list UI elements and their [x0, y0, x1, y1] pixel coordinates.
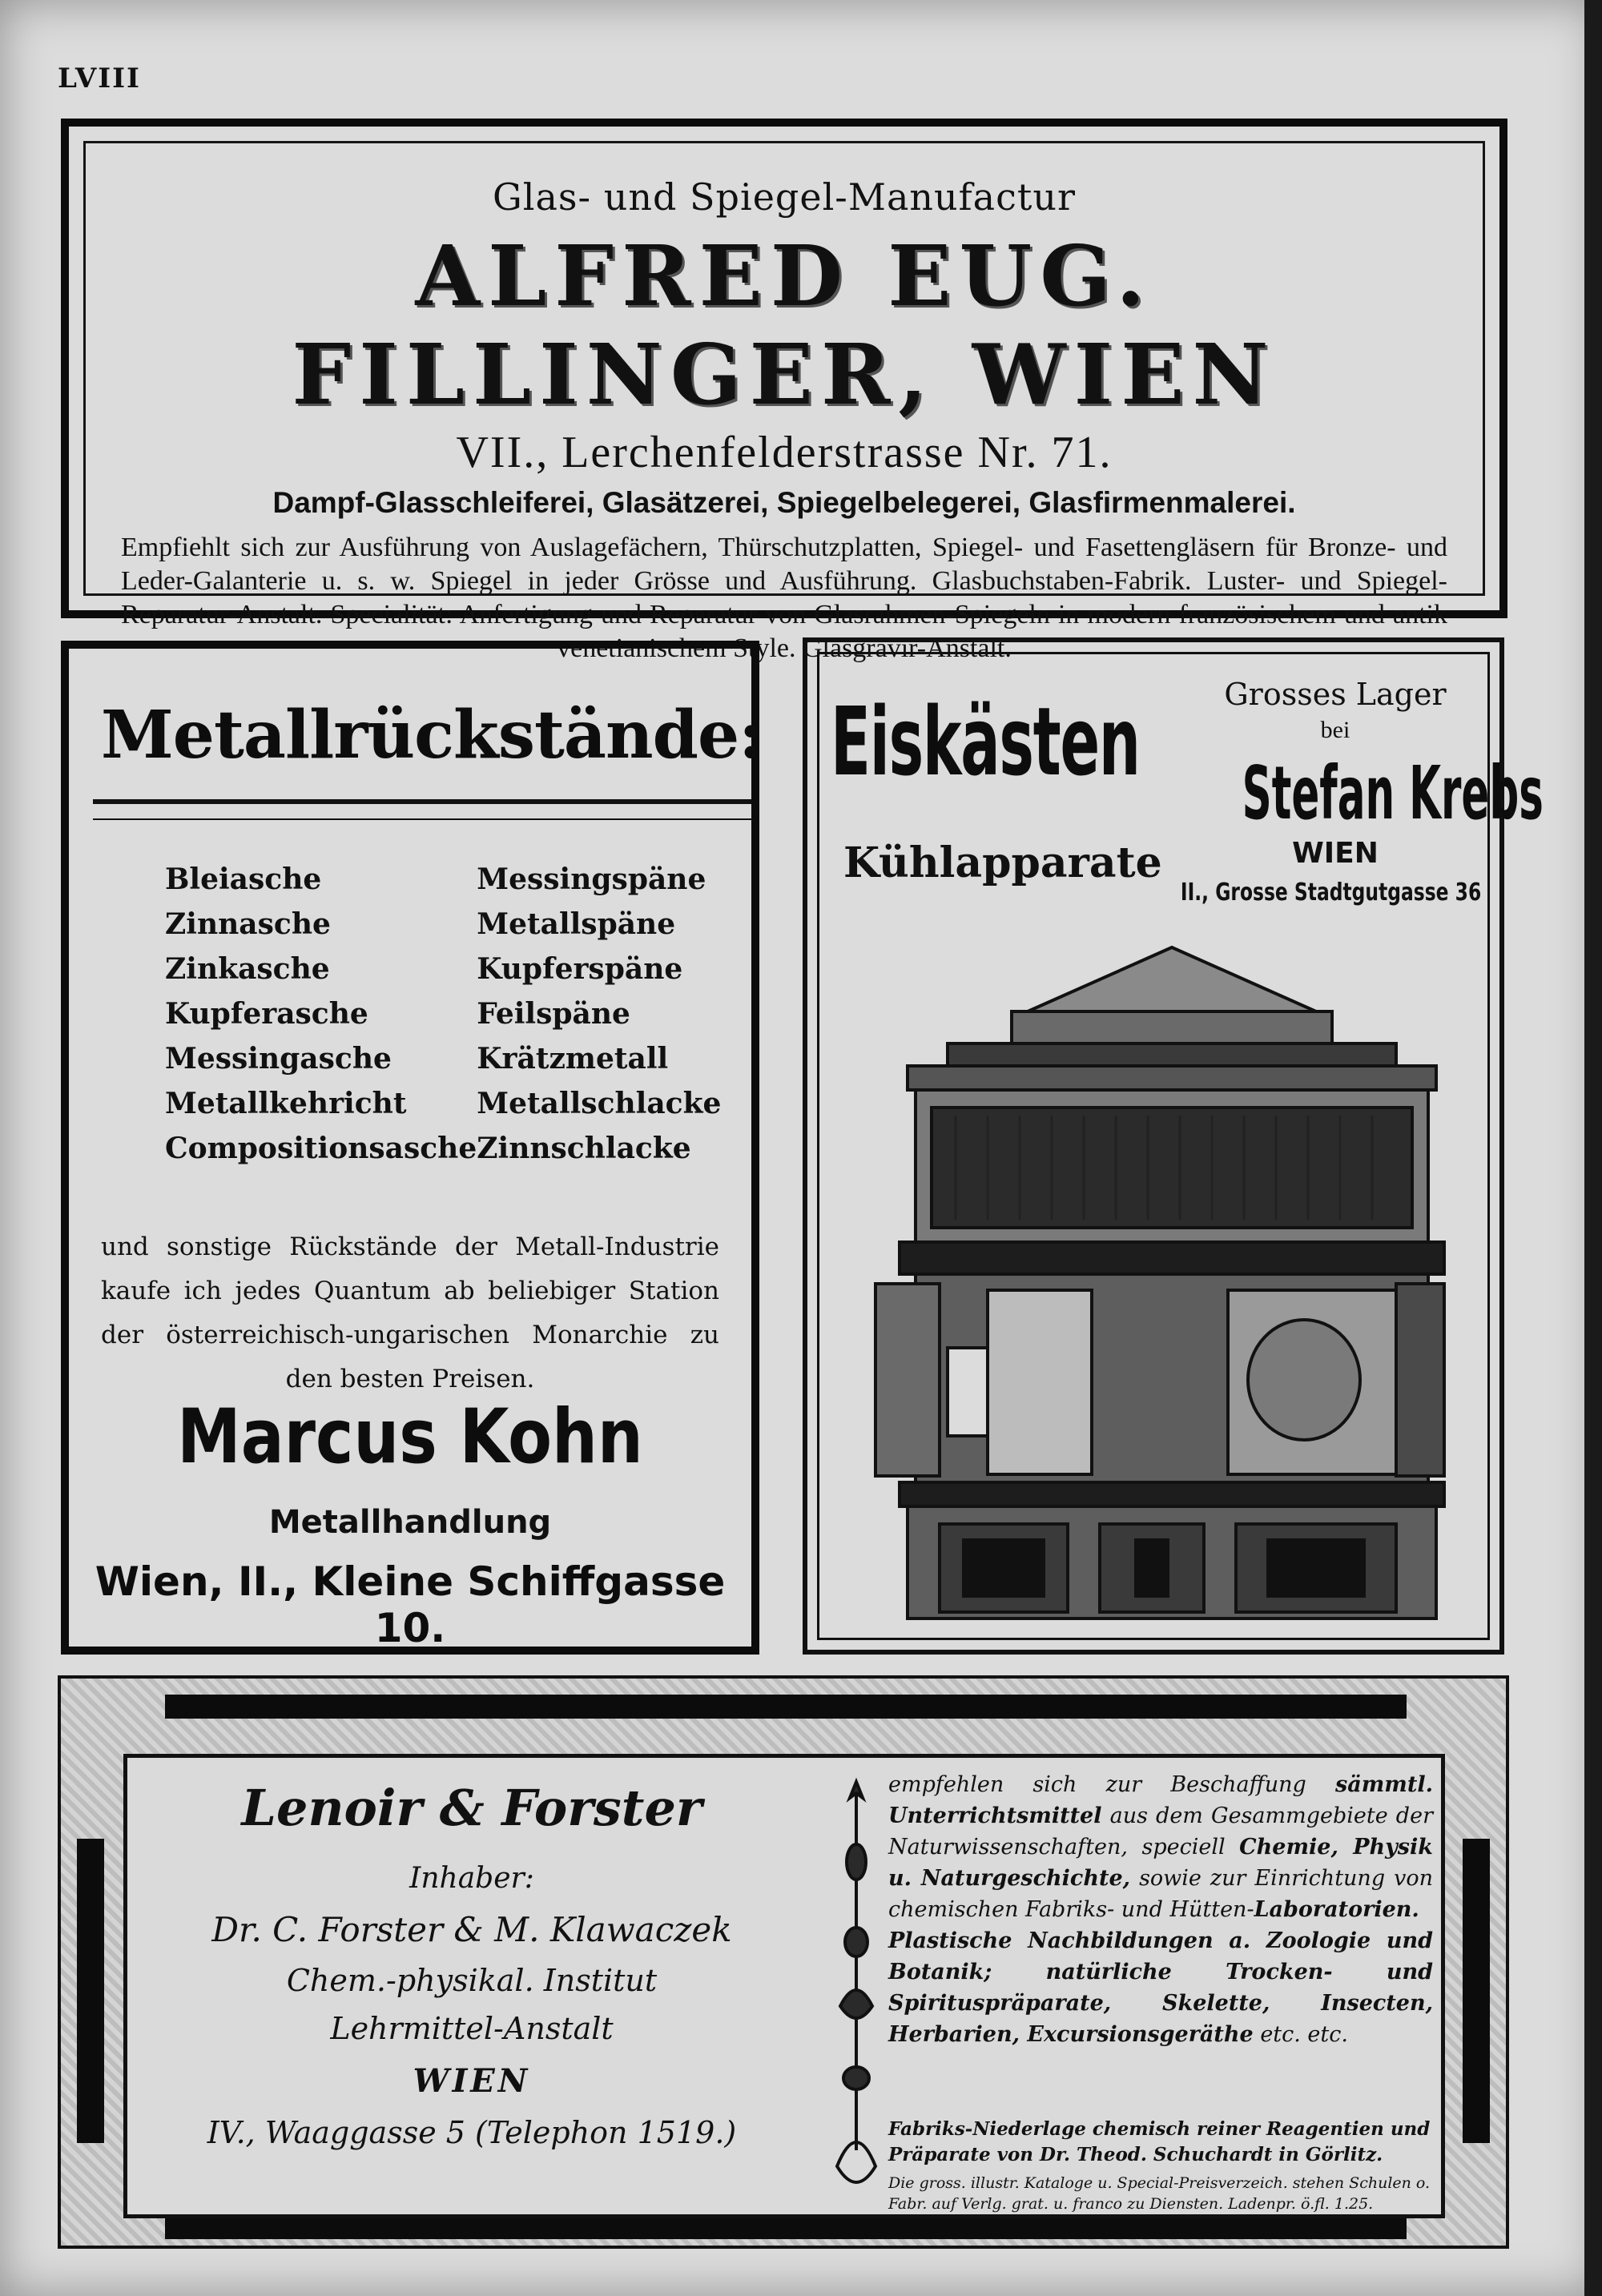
lenoir-body-4: Chemie, Physik u. Naturgeschichte, — [888, 1835, 1433, 1891]
lenoir-body-2: sämmtl. Unterrichtsmittel — [888, 1772, 1433, 1828]
list-item: Metallspäne — [477, 907, 676, 941]
list-item: Zinnasche — [165, 907, 331, 941]
lenoir-right-column — [888, 1769, 1433, 2050]
lenoir-body-3: aus dem Gesammgebiete der Naturwissenschaften, speciell — [888, 1803, 1433, 1860]
icebox-cabinet-illustration — [851, 931, 1492, 1628]
ad-kohn — [61, 641, 763, 1655]
krebs-bei: bei — [1320, 717, 1350, 743]
lenoir-anstalt: Lehrmittel-Anstalt — [330, 2011, 614, 2046]
lenoir-inhaber: Inhaber: — [409, 1862, 534, 1895]
lenoir-body-8: etc. etc. — [1260, 2022, 1348, 2047]
kohn-materials-list — [165, 857, 722, 1171]
ad-lenoir-forster — [58, 1675, 1509, 2249]
lenoir-small-print: Fabriks-Niederlage chemisch reiner Reagentien und Präparate von Dr. Theod. Schuchardt in Görlitz. — [888, 2118, 1431, 2165]
lenoir-owners: Dr. C. Forster & M. Klawaczek — [211, 1910, 732, 1949]
fillinger-subtitle: Glas- und Spiegel-Manufactur — [493, 175, 1076, 219]
kohn-heading-rule — [93, 799, 751, 804]
lenoir-body-1: empfehlen sich zur Beschaffung — [888, 1772, 1306, 1797]
lenoir-body-6: Laboratorien. — [1254, 1897, 1419, 1922]
lenoir-firm-name: Lenoir & Forster — [241, 1779, 702, 1837]
list-item: Zinkasche — [165, 952, 330, 986]
list-item: Messingspäne — [477, 863, 706, 896]
krebs-city: WIEN — [1292, 837, 1379, 870]
krebs-firm-name: Stefan Krebs — [1242, 750, 1544, 836]
ad-fillinger-inner-frame — [83, 141, 1485, 663]
ad-fillinger — [61, 119, 1507, 663]
lenoir-top-bar — [165, 1695, 1407, 1719]
kohn-heading: Metallrückstände: — [101, 697, 763, 774]
kohn-heading-rule-thin — [93, 818, 751, 820]
list-item: Feilspäne — [477, 997, 630, 1031]
lenoir-body-7: Plastische Nachbildungen a. Zoologie und Botanik; natürliche Trocken- und Spirituspräparate, Skelette, Insecten, Herbarien, Excursionsgeräthe — [888, 1928, 1433, 2047]
krebs-street: II., Grosse Stadtgutgasse 36 — [1180, 879, 1481, 907]
lenoir-left-bar — [77, 1839, 104, 2143]
lenoir-tiny-print: Die gross. illustr. Kataloge u. Special-Preisverzeich. stehen Schulen o. Fabr. auf Verlg. grat. u. franco zu Diensten. Ladenpr. ö.fl. 1.25. — [888, 2174, 1431, 2213]
list-item: Bleiasche — [165, 863, 322, 896]
lenoir-bottom-bar — [165, 2218, 1407, 2239]
list-item: Zinnschlacke — [477, 1132, 691, 1165]
floral-ornament-divider — [832, 1766, 880, 2214]
lenoir-panel — [123, 1754, 1445, 2218]
list-item: Metallkehricht — [165, 1087, 407, 1120]
kohn-trade: Metallhandlung — [268, 1504, 552, 1541]
list-item: Compositionsasche — [165, 1132, 477, 1165]
lenoir-body-5: sowie zur Einrichtung von chemischen Fabriks- und Hütten- — [888, 1866, 1434, 1922]
list-item: Krätzmetall — [477, 1042, 669, 1076]
kohn-address: Wien, II., Kleine Schiffgasse 10. — [95, 1558, 726, 1651]
fillinger-address: VII., Lerchenfelderstrasse Nr. 71. — [456, 428, 1113, 477]
lenoir-city: WIEN — [413, 2062, 531, 2100]
list-item: Metallschlacke — [477, 1087, 722, 1120]
book-spine-edge — [1584, 0, 1602, 2296]
page-folio: LVIII — [58, 62, 141, 94]
lenoir-institute: Chem.-physikal. Institut — [286, 1963, 658, 1998]
krebs-lager: Grosses Lager — [1224, 677, 1447, 712]
lenoir-address: IV., Waaggasse 5 (Telephon 1519.) — [207, 2115, 737, 2150]
kohn-firm-name: Marcus Kohn — [177, 1393, 643, 1481]
ad-krebs-inner-frame — [817, 652, 1544, 1640]
kohn-body-text: und sonstige Rückstände der Metall-Industrie kaufe ich jedes Quantum ab beliebiger Station der österreichisch-ungarischen Monarchie zu den besten Preisen. — [101, 1232, 719, 1393]
lenoir-right-bar — [1463, 1839, 1490, 2143]
list-item: Messingasche — [165, 1042, 392, 1076]
krebs-subtitle: Kühlapparate — [843, 838, 1162, 887]
list-item: Kupferasche — [165, 997, 368, 1031]
fillinger-trades: Dampf-Glasschleiferei, Glasätzerei, Spiegelbelegerei, Glasfirmenmalerei. — [272, 486, 1296, 519]
ad-krebs — [803, 637, 1544, 1655]
lenoir-left-column — [127, 1758, 816, 2214]
fillinger-description: Empfiehlt sich zur Ausführung von Auslagefächern, Thürschutzplatten, Spiegel- und Fasettengläsern für Bronze- und Leder-Galanterie u. s. w. Spiegel in jeder Grösse und Ausführung. Glasbuchstaben-Fabrik. Luster- und Spiegel-Reparatur-Anstalt. Specialität: Anfertigung und Reparatur von Glasrahmen-Spiegeln in modern französischem und antik venetianischem Style. Glasgravir-Anstalt. — [121, 533, 1447, 663]
krebs-title: Eiskästen — [831, 686, 1140, 797]
list-item: Kupferspäne — [477, 952, 683, 986]
fillinger-firm-name: ALFRED EUG. FILLINGER, WIEN — [292, 227, 1277, 424]
